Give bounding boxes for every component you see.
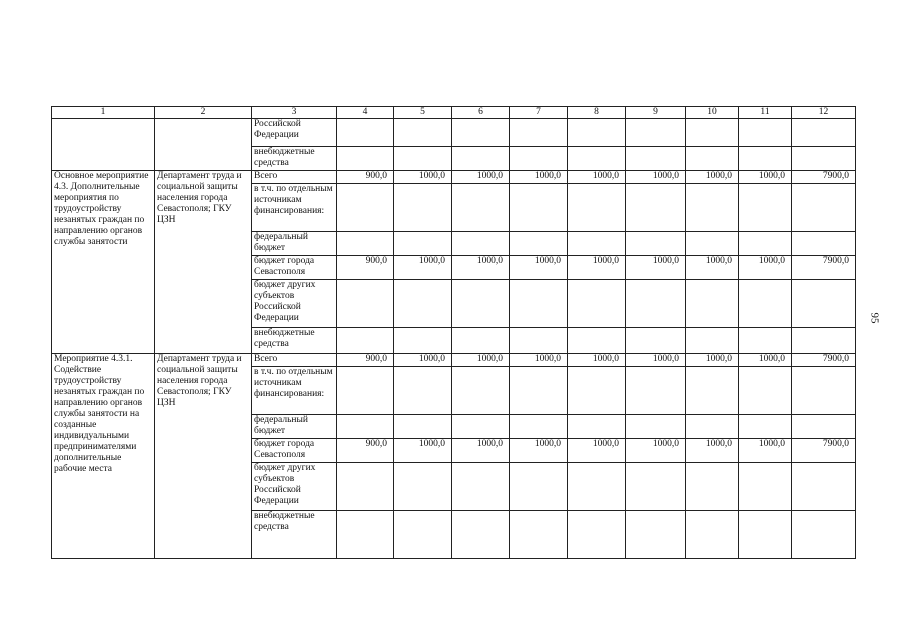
value-cell: [568, 119, 626, 147]
value-cell: [337, 147, 394, 171]
value-cell: 1000,0: [739, 171, 792, 184]
value-cell: [337, 280, 394, 328]
value-cell: [739, 232, 792, 256]
value-cell: [626, 415, 686, 439]
value-cell: [337, 119, 394, 147]
column-header-12: 12: [792, 107, 856, 119]
value-cell: [394, 280, 452, 328]
source-cell: бюджет других субъектов Российской Федерации: [252, 280, 337, 328]
value-cell: [568, 328, 626, 354]
value-cell: [792, 415, 856, 439]
value-cell: 1000,0: [568, 256, 626, 280]
value-cell: 1000,0: [626, 439, 686, 463]
source-cell: в т.ч. по отдельным источникам финансирования:: [252, 184, 337, 232]
value-cell: [452, 280, 510, 328]
value-cell: [568, 463, 626, 511]
value-cell: [452, 232, 510, 256]
value-cell: [510, 511, 568, 559]
value-cell: [626, 328, 686, 354]
value-cell: [510, 280, 568, 328]
value-cell: 1000,0: [626, 354, 686, 367]
value-cell: [394, 184, 452, 232]
column-header-9: 9: [626, 107, 686, 119]
value-cell: [452, 328, 510, 354]
value-cell: 1000,0: [739, 354, 792, 367]
value-cell: [568, 415, 626, 439]
value-cell: 1000,0: [739, 439, 792, 463]
value-cell: [792, 184, 856, 232]
value-cell: [626, 280, 686, 328]
value-cell: [686, 328, 739, 354]
value-cell: [568, 232, 626, 256]
value-cell: 1000,0: [510, 354, 568, 367]
page-number: 95: [868, 312, 881, 324]
value-cell: [568, 280, 626, 328]
activity-name-cell: Основное мероприятие 4.3. Дополнительные мероприятия по трудоустройству незанятых граждан по направлению органов службы занятости: [52, 171, 155, 354]
source-cell: Российской Федерации: [252, 119, 337, 147]
column-header-7: 7: [510, 107, 568, 119]
value-cell: [568, 147, 626, 171]
value-cell: 1000,0: [686, 171, 739, 184]
value-cell: 1000,0: [626, 256, 686, 280]
continuation-executor-cell: [155, 119, 252, 171]
source-cell: Всего: [252, 171, 337, 184]
value-cell: [739, 463, 792, 511]
value-cell: [452, 147, 510, 171]
value-cell: 1000,0: [394, 256, 452, 280]
value-cell: 7900,0: [792, 354, 856, 367]
value-cell: [510, 415, 568, 439]
header-row: [52, 107, 856, 119]
source-cell: внебюджетные средства: [252, 147, 337, 171]
value-cell: [626, 463, 686, 511]
value-cell: 1000,0: [510, 439, 568, 463]
value-cell: [394, 328, 452, 354]
value-cell: [452, 511, 510, 559]
value-cell: [452, 463, 510, 511]
value-cell: 1000,0: [686, 256, 739, 280]
column-header-5: 5: [394, 107, 452, 119]
continuation-name-cell: [52, 119, 155, 171]
column-header-8: 8: [568, 107, 626, 119]
value-cell: [394, 511, 452, 559]
source-cell: внебюджетные средства: [252, 511, 337, 559]
value-cell: [686, 367, 739, 415]
value-cell: [394, 147, 452, 171]
value-cell: [792, 328, 856, 354]
value-cell: [394, 232, 452, 256]
column-header-6: 6: [452, 107, 510, 119]
value-cell: [626, 367, 686, 415]
column-header-11: 11: [739, 107, 792, 119]
value-cell: [337, 511, 394, 559]
value-cell: [686, 119, 739, 147]
value-cell: [337, 463, 394, 511]
activity-name-cell: Мероприятие 4.3.1. Содействие трудоустройству незанятых граждан по направлению органов службы занятости на созданные индивидуальными предпринимателями дополнительные рабочие места: [52, 354, 155, 559]
executor-cell: Департамент труда и социальной защиты населения города Севастополя; ГКУ ЦЗН: [155, 171, 252, 354]
value-cell: 7900,0: [792, 439, 856, 463]
value-cell: 1000,0: [510, 171, 568, 184]
value-cell: 900,0: [337, 354, 394, 367]
value-cell: [510, 328, 568, 354]
value-cell: [337, 184, 394, 232]
table-row: [52, 119, 856, 147]
value-cell: 1000,0: [394, 439, 452, 463]
value-cell: [510, 119, 568, 147]
value-cell: 1000,0: [568, 171, 626, 184]
value-cell: [394, 463, 452, 511]
value-cell: [739, 367, 792, 415]
value-cell: 1000,0: [452, 256, 510, 280]
column-header-1: 1: [52, 107, 155, 119]
value-cell: [452, 367, 510, 415]
value-cell: [337, 367, 394, 415]
value-cell: 1000,0: [626, 171, 686, 184]
budget-table: [51, 106, 856, 559]
value-cell: [510, 367, 568, 415]
source-cell: внебюджетные средства: [252, 328, 337, 354]
value-cell: 1000,0: [510, 256, 568, 280]
value-cell: [739, 415, 792, 439]
value-cell: [337, 415, 394, 439]
source-cell: бюджет города Севастополя: [252, 439, 337, 463]
value-cell: 1000,0: [452, 171, 510, 184]
value-cell: [510, 184, 568, 232]
value-cell: [452, 119, 510, 147]
value-cell: [510, 232, 568, 256]
value-cell: [568, 511, 626, 559]
value-cell: [337, 232, 394, 256]
value-cell: [568, 184, 626, 232]
column-header-3: 3: [252, 107, 337, 119]
source-cell: в т.ч. по отдельным источникам финансирования:: [252, 367, 337, 415]
value-cell: [452, 184, 510, 232]
value-cell: [792, 119, 856, 147]
value-cell: [568, 367, 626, 415]
value-cell: [739, 184, 792, 232]
table-row: [52, 354, 856, 367]
value-cell: [510, 463, 568, 511]
value-cell: [686, 415, 739, 439]
value-cell: 1000,0: [394, 354, 452, 367]
value-cell: [739, 119, 792, 147]
source-cell: федеральный бюджет: [252, 415, 337, 439]
value-cell: [739, 328, 792, 354]
value-cell: [686, 511, 739, 559]
source-cell: федеральный бюджет: [252, 232, 337, 256]
value-cell: [510, 147, 568, 171]
value-cell: [792, 511, 856, 559]
column-header-4: 4: [337, 107, 394, 119]
source-cell: бюджет других субъектов Российской Федерации: [252, 463, 337, 511]
value-cell: 900,0: [337, 439, 394, 463]
value-cell: [394, 119, 452, 147]
value-cell: [686, 147, 739, 171]
column-header-2: 2: [155, 107, 252, 119]
value-cell: 1000,0: [394, 171, 452, 184]
value-cell: [792, 367, 856, 415]
value-cell: [626, 511, 686, 559]
value-cell: [394, 415, 452, 439]
value-cell: [626, 184, 686, 232]
value-cell: 7900,0: [792, 256, 856, 280]
column-header-10: 10: [686, 107, 739, 119]
value-cell: [686, 184, 739, 232]
value-cell: 1000,0: [686, 354, 739, 367]
value-cell: [626, 232, 686, 256]
value-cell: [739, 147, 792, 171]
value-cell: 1000,0: [568, 354, 626, 367]
value-cell: 1000,0: [568, 439, 626, 463]
value-cell: [686, 463, 739, 511]
value-cell: 1000,0: [739, 256, 792, 280]
source-cell: бюджет города Севастополя: [252, 256, 337, 280]
table-row: [52, 171, 856, 184]
value-cell: [337, 328, 394, 354]
value-cell: [686, 232, 739, 256]
value-cell: [626, 147, 686, 171]
value-cell: [792, 232, 856, 256]
value-cell: [626, 119, 686, 147]
value-cell: 1000,0: [686, 439, 739, 463]
executor-cell: Департамент труда и социальной защиты населения города Севастополя; ГКУ ЦЗН: [155, 354, 252, 559]
value-cell: [792, 280, 856, 328]
value-cell: [452, 415, 510, 439]
source-cell: Всего: [252, 354, 337, 367]
value-cell: [739, 280, 792, 328]
value-cell: [394, 367, 452, 415]
value-cell: [686, 280, 739, 328]
value-cell: 7900,0: [792, 171, 856, 184]
value-cell: [792, 463, 856, 511]
value-cell: [739, 511, 792, 559]
value-cell: 1000,0: [452, 354, 510, 367]
value-cell: 900,0: [337, 256, 394, 280]
value-cell: [792, 147, 856, 171]
value-cell: 1000,0: [452, 439, 510, 463]
value-cell: 900,0: [337, 171, 394, 184]
